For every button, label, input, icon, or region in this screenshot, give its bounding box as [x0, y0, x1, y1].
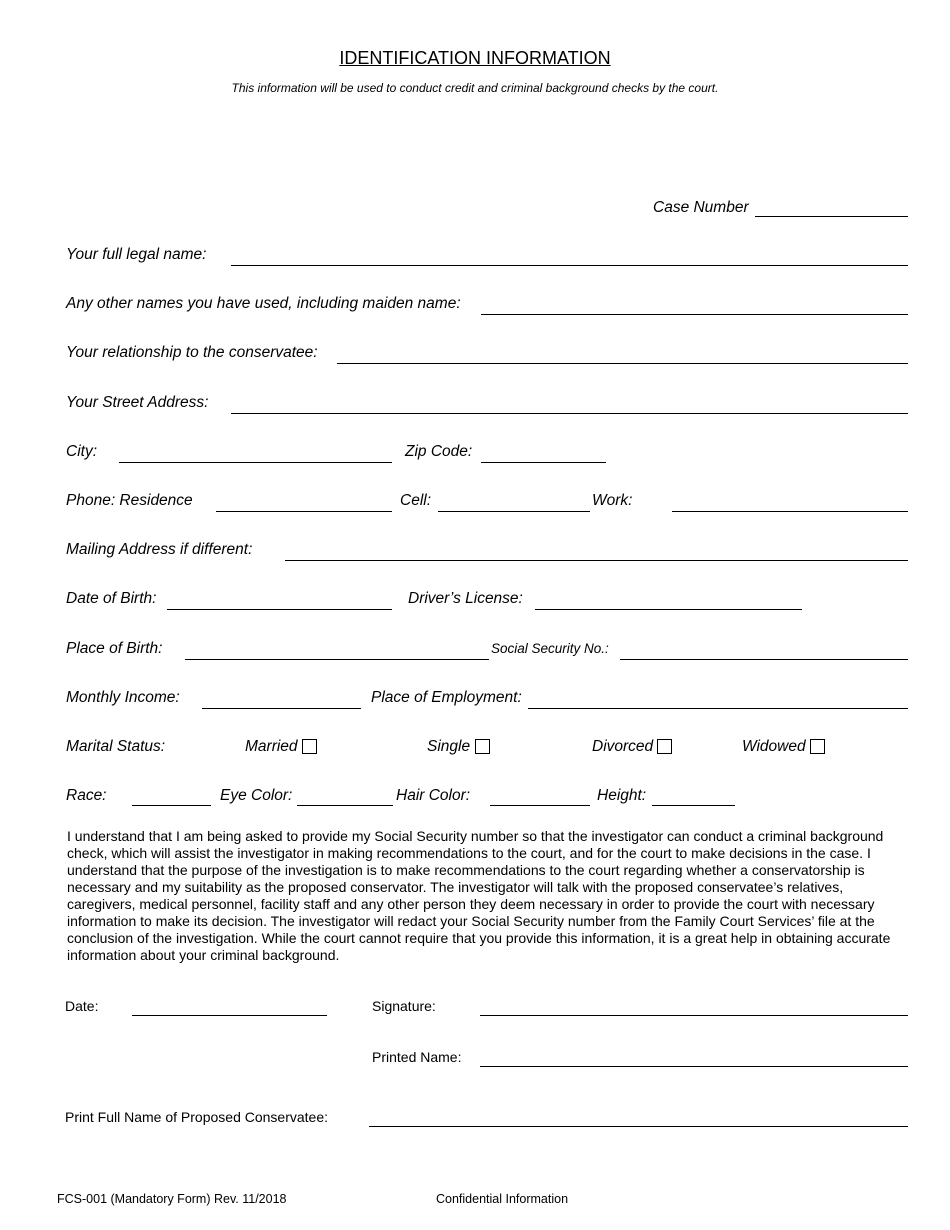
phone-residence-label: Phone: Residence	[66, 492, 193, 509]
eye-color-field[interactable]	[297, 805, 393, 806]
date-of-birth-field[interactable]	[167, 609, 392, 610]
height-field[interactable]	[652, 805, 735, 806]
zip-code-label: Zip Code:	[405, 443, 473, 460]
relationship-label: Your relationship to the conservatee:	[66, 344, 318, 361]
date-field[interactable]	[132, 1015, 327, 1016]
race-label: Race:	[66, 787, 107, 804]
height-label: Height:	[597, 787, 647, 804]
hair-color-field[interactable]	[490, 805, 590, 806]
single-checkbox[interactable]	[475, 739, 490, 754]
monthly-income-label: Monthly Income:	[66, 689, 180, 706]
single-label: Single	[427, 738, 471, 755]
hair-color-label: Hair Color:	[396, 787, 471, 804]
married-label: Married	[245, 738, 298, 755]
place-of-birth-label: Place of Birth:	[66, 640, 163, 657]
date-of-birth-label: Date of Birth:	[66, 590, 157, 607]
marital-status-label: Marital Status:	[66, 738, 166, 755]
work-field[interactable]	[672, 511, 908, 512]
work-label: Work:	[592, 492, 633, 509]
signature-field[interactable]	[480, 1015, 908, 1016]
other-names-label: Any other names you have used, including maiden name:	[66, 295, 461, 312]
ssn-disclosure-statement: I understand that I am being asked to provide my Social Security number so that the investigator can conduct a criminal background check, which will assist the investigator in making recommendations to the court, and for the court to make decisions in the case. I understand that the purpose of the investigation is to make recommendations to the court regarding whether a conservatorship is necessary and my suitability as the proposed conservator. The investigator will talk with the proposed conservatee’s relatives, caregivers, medical personnel, facility staff and any other person they deem necessary in order to provide the court with necessary information to make its decision. The investigator will redact your Social Security number from the Family Court Services’ file at the conclusion of the investigation. While the court cannot require that you provide this information, it is a great help in obtaining accurate information about your criminal background.	[67, 828, 891, 963]
city-label: City:	[66, 443, 97, 460]
other-names-field[interactable]	[481, 314, 908, 315]
form-subtitle: This information will be used to conduct credit and criminal background checks by the court.	[231, 81, 719, 95]
zip-code-field[interactable]	[481, 462, 606, 463]
street-address-field[interactable]	[231, 413, 908, 414]
place-of-employment-field[interactable]	[528, 708, 908, 709]
widowed-checkbox[interactable]	[810, 739, 825, 754]
case-number-label: Case Number	[653, 199, 749, 216]
full-legal-name-field[interactable]	[231, 265, 908, 266]
printed-name-label: Printed Name:	[372, 1049, 462, 1065]
drivers-license-field[interactable]	[535, 609, 802, 610]
ssn-label: Social Security No.:	[491, 641, 609, 656]
form-id: FCS-001 (Mandatory Form) Rev. 11/2018	[57, 1192, 287, 1206]
eye-color-label: Eye Color:	[220, 787, 293, 804]
signature-label: Signature:	[372, 998, 436, 1014]
form-title: IDENTIFICATION INFORMATION	[339, 48, 611, 68]
mailing-address-label: Mailing Address if different:	[66, 541, 253, 558]
race-field[interactable]	[132, 805, 211, 806]
conservatee-name-label: Print Full Name of Proposed Conservatee:	[65, 1109, 329, 1125]
case-number-field[interactable]	[755, 216, 908, 217]
ssn-field[interactable]	[620, 659, 908, 660]
conservatee-name-field[interactable]	[369, 1126, 908, 1127]
city-field[interactable]	[119, 462, 392, 463]
phone-residence-field[interactable]	[216, 511, 392, 512]
drivers-license-label: Driver’s License:	[408, 590, 523, 607]
place-of-birth-field[interactable]	[185, 659, 489, 660]
full-legal-name-label: Your full legal name:	[66, 246, 207, 263]
cell-field[interactable]	[438, 511, 590, 512]
monthly-income-field[interactable]	[202, 708, 361, 709]
place-of-employment-label: Place of Employment:	[371, 689, 522, 706]
mailing-address-field[interactable]	[285, 560, 908, 561]
printed-name-field[interactable]	[480, 1066, 908, 1067]
relationship-field[interactable]	[337, 363, 908, 364]
street-address-label: Your Street Address:	[66, 394, 209, 411]
cell-label: Cell:	[400, 492, 432, 509]
divorced-label: Divorced	[592, 738, 654, 755]
date-label: Date:	[65, 998, 99, 1014]
divorced-checkbox[interactable]	[657, 739, 672, 754]
confidential-label: Confidential Information	[436, 1192, 569, 1206]
married-checkbox[interactable]	[302, 739, 317, 754]
widowed-label: Widowed	[742, 738, 806, 755]
